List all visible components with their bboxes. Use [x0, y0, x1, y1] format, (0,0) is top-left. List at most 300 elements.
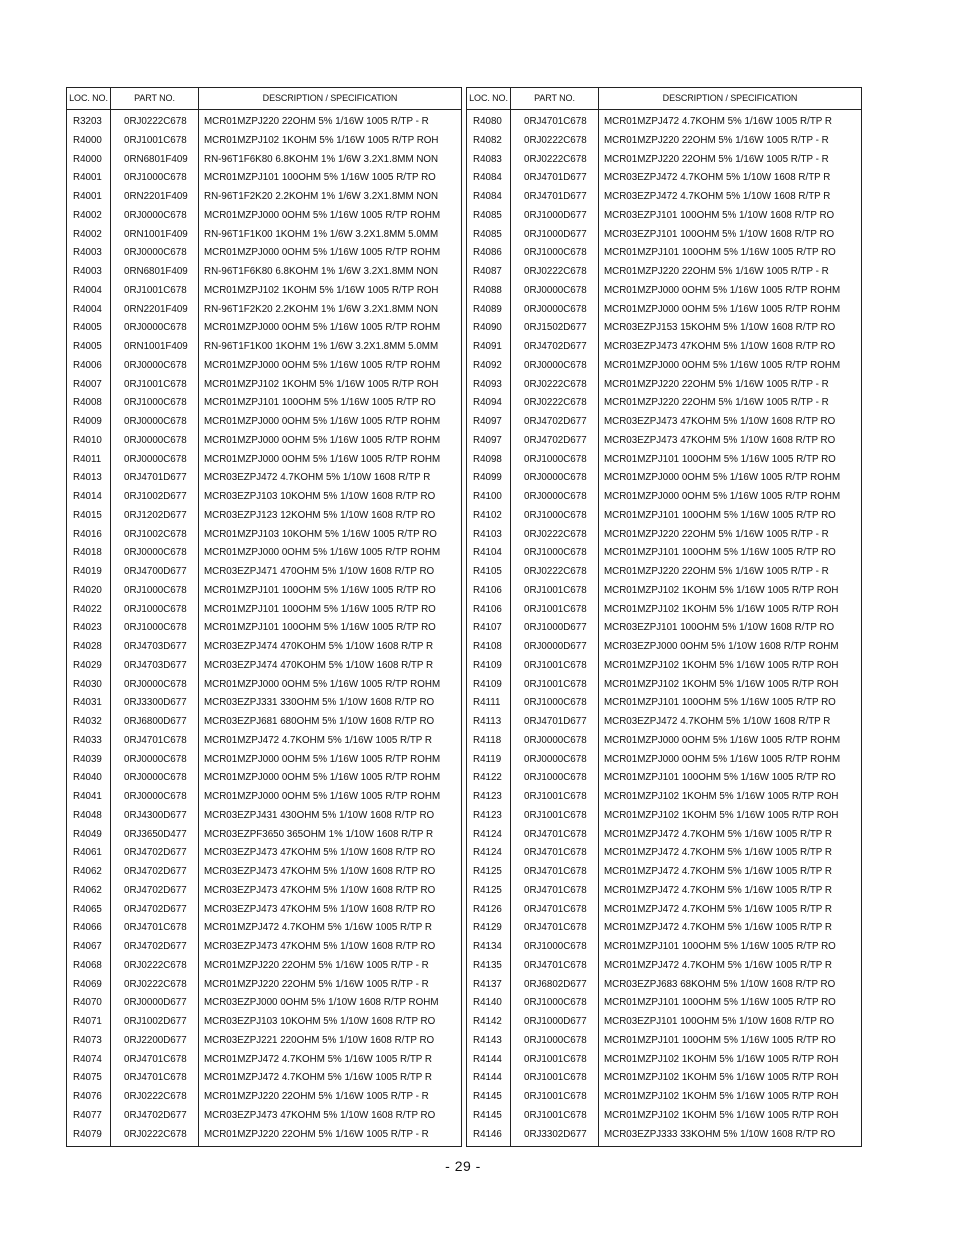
loc-no-cell: R4032: [73, 716, 102, 727]
table-row: [467, 451, 861, 470]
table-row: [467, 132, 861, 151]
description-cell: MCR01MZPJ000 0OHM 5% 1/16W 1005 R/TP ROHM: [204, 772, 441, 784]
part-no-cell: 0RJ0000C678: [124, 416, 187, 427]
description-cell: MCR01MZPJ101 100OHM 5% 1/16W 1005 R/TP RO: [204, 584, 436, 596]
description-cell: MCR01MZPJ101 100OHM 5% 1/16W 1005 R/TP RO: [604, 453, 836, 465]
table-row: [67, 619, 461, 638]
description-cell: MCR01MZPJ472 4.7KOHM 5% 1/16W 1005 R/TP R: [604, 959, 832, 971]
table-row: [467, 732, 861, 751]
part-no-cell: 0RJ1002C678: [124, 528, 187, 540]
loc-no-cell: R4074: [73, 1053, 102, 1065]
loc-no-cell: R4023: [73, 622, 102, 634]
loc-no-cell: R4004: [73, 284, 102, 296]
loc-no-cell: R4001: [73, 191, 102, 202]
loc-no-cell: R4143: [473, 1034, 502, 1046]
loc-no-cell: R4007: [73, 378, 102, 390]
table-row: [467, 976, 861, 995]
table-row: [467, 601, 861, 620]
description-cell: MCR01MZPJ472 4.7KOHM 5% 1/16W 1005 R/TP R: [604, 828, 832, 840]
loc-no-cell: R4002: [73, 209, 102, 221]
table-row: [67, 938, 461, 957]
loc-no-cell: R4000: [73, 153, 102, 165]
description-cell: MCR03EZPJ473 47KOHM 5% 1/10W 1608 R/TP RO: [204, 1109, 436, 1121]
table-row: [67, 263, 461, 282]
description-cell: MCR03EZPJ473 47KOHM 5% 1/10W 1608 R/TP RO: [204, 941, 436, 952]
part-no-cell: 0RJ1001C678: [524, 678, 587, 690]
part-no-cell: 0RJ0000C678: [124, 359, 187, 371]
table-row: [67, 919, 461, 938]
part-no-cell: 0RJ1001C678: [524, 1091, 587, 1102]
loc-no-cell: R4030: [73, 678, 102, 690]
table-row: [67, 638, 461, 657]
part-no-cell: 0RJ4701C678: [524, 959, 587, 971]
part-no-cell: 0RJ1000C678: [524, 697, 587, 709]
loc-no-cell: R4100: [473, 491, 502, 502]
table-row: [67, 844, 461, 863]
parts-table-right: [466, 87, 862, 1147]
loc-no-cell: R4018: [73, 547, 102, 559]
table-row: [67, 769, 461, 788]
description-cell: MCR03EZPJ472 4.7KOHM 5% 1/10W 1608 R/TP R: [604, 191, 831, 202]
part-no-cell: 0RJ1202D677: [124, 509, 187, 521]
description-cell: MCR01MZPJ220 22OHM 5% 1/16W 1005 R/TP - R: [604, 266, 829, 277]
part-no-cell: 0RJ4701C678: [524, 847, 587, 859]
table-row: [467, 826, 861, 845]
table-row: [467, 151, 861, 170]
table-row: [67, 582, 461, 601]
table-row: [67, 732, 461, 751]
description-cell: MCR03EZPJ333 33KOHM 5% 1/10W 1608 R/TP RO: [604, 1128, 836, 1140]
description-cell: MCR03EZPJ473 47KOHM 5% 1/10W 1608 R/TP RO: [204, 903, 436, 915]
part-no-cell: 0RJ0222C678: [124, 1091, 187, 1102]
description-cell: MCR01MZPJ000 0OHM 5% 1/16W 1005 R/TP ROHM: [604, 284, 841, 296]
part-no-cell: 0RJ4702D677: [524, 434, 587, 446]
table-row: [67, 488, 461, 507]
loc-no-cell: R4003: [73, 266, 102, 277]
table-row: [67, 169, 461, 188]
table-row: [67, 188, 461, 207]
description-cell: MCR01MZPJ000 0OHM 5% 1/16W 1005 R/TP ROHM: [604, 734, 841, 746]
description-cell: MCR01MZPJ000 0OHM 5% 1/16W 1005 R/TP ROHM: [204, 547, 441, 559]
part-no-cell: 0RJ6802D677: [524, 978, 587, 990]
part-no-cell: 0RJ0222C678: [124, 978, 187, 990]
loc-no-cell: R4135: [473, 959, 502, 971]
part-no-cell: 0RJ1000C678: [524, 453, 587, 465]
description-cell: MCR01MZPJ101 100OHM 5% 1/16W 1005 R/TP RO: [204, 622, 436, 634]
description-cell: MCR01MZPJ000 0OHM 5% 1/16W 1005 R/TP ROHM: [204, 791, 441, 802]
loc-no-cell: R4077: [73, 1109, 102, 1121]
description-cell: MCR03EZPJ473 47KOHM 5% 1/10W 1608 R/TP RO: [204, 866, 436, 877]
loc-no-cell: R4099: [473, 472, 502, 484]
loc-no-cell: R4014: [73, 491, 102, 502]
loc-no-cell: R4146: [473, 1128, 502, 1140]
table-row: [467, 319, 861, 338]
part-no-cell: 0RJ0000C678: [524, 734, 587, 746]
table-row: [67, 657, 461, 676]
part-no-cell: 0RJ1001C678: [524, 584, 587, 596]
table-body: [467, 113, 861, 1144]
description-cell: MCR01MZPJ101 100OHM 5% 1/16W 1005 R/TP RO: [604, 941, 836, 952]
part-no-cell: 0RJ0000C678: [124, 547, 187, 559]
description-cell: MCR03EZPJ681 680OHM 5% 1/10W 1608 R/TP RO: [204, 716, 435, 727]
description-cell: MCR01MZPJ220 22OHM 5% 1/16W 1005 R/TP - R: [604, 566, 829, 577]
description-cell: RN-96T1F2K20 2.2KOHM 1% 1/6W 3.2X1.8MM NON: [204, 303, 439, 315]
part-no-cell: 0RJ4702D677: [124, 1109, 187, 1121]
part-no-cell: 0RJ0000C678: [124, 209, 187, 221]
part-no-cell: 0RJ1000C678: [524, 941, 587, 952]
description-cell: MCR03EZPJ471 470OHM 5% 1/10W 1608 R/TP RO: [204, 566, 435, 577]
description-cell: MCR01MZPJ000 0OHM 5% 1/16W 1005 R/TP ROHM: [204, 678, 441, 690]
table-row: [67, 357, 461, 376]
part-no-cell: 0RJ1001C678: [124, 284, 187, 296]
description-cell: MCR03EZPJ123 12KOHM 5% 1/10W 1608 R/TP RO: [204, 509, 436, 521]
part-no-cell: 0RJ1001C678: [524, 1109, 587, 1121]
part-no-cell: 0RJ4702D677: [524, 341, 587, 352]
description-cell: RN-96T1F6K80 6.8KOHM 1% 1/6W 3.2X1.8MM NON: [204, 266, 439, 277]
table-row: [467, 1069, 861, 1088]
part-no-cell: 0RJ0000C678: [524, 491, 587, 502]
description-cell: MCR03EZPJ000 0OHM 5% 1/10W 1608 R/TP ROHM: [604, 641, 839, 652]
table-row: [67, 151, 461, 170]
part-no-cell: 0RJ1000C678: [124, 172, 187, 184]
part-no-cell: 0RJ3650D477: [124, 828, 187, 840]
loc-no-cell: R4082: [473, 134, 502, 146]
part-no-cell: 0RJ4701C678: [524, 828, 587, 840]
table-row: [467, 376, 861, 395]
table-row: [67, 1013, 461, 1032]
part-no-cell: 0RJ0000C678: [124, 453, 187, 465]
loc-no-cell: R4062: [73, 866, 102, 877]
loc-no-cell: R4013: [73, 472, 102, 484]
part-no-cell: 0RJ1000C678: [524, 997, 587, 1009]
description-cell: MCR01MZPJ102 1KOHM 5% 1/16W 1005 R/TP ROH: [604, 1091, 839, 1102]
part-no-cell: 0RJ0222C678: [524, 134, 587, 146]
loc-no-cell: R4049: [73, 828, 102, 840]
loc-no-cell: R4104: [473, 547, 502, 559]
description-cell: MCR01MZPJ220 22OHM 5% 1/16W 1005 R/TP - R: [604, 153, 829, 165]
table-body: [67, 113, 461, 1144]
table-row: [467, 563, 861, 582]
table-row: [67, 788, 461, 807]
table-row: [467, 263, 861, 282]
description-cell: MCR03EZPJ472 4.7KOHM 5% 1/10W 1608 R/TP R: [604, 172, 831, 184]
loc-no-cell: R4140: [473, 997, 502, 1009]
description-cell: MCR01MZPJ220 22OHM 5% 1/16W 1005 R/TP - R: [204, 978, 429, 990]
description-cell: MCR01MZPJ220 22OHM 5% 1/16W 1005 R/TP - R: [604, 528, 829, 540]
loc-no-cell: R4019: [73, 566, 102, 577]
part-no-cell: 0RJ1002D677: [124, 1016, 187, 1027]
table-row: [467, 1051, 861, 1070]
loc-no-cell: R4085: [473, 209, 502, 221]
loc-no-cell: R4015: [73, 509, 102, 521]
table-row: [467, 394, 861, 413]
loc-no-cell: R4123: [473, 809, 502, 821]
part-no-cell: 0RJ1000C678: [124, 603, 187, 615]
description-cell: MCR01MZPJ000 0OHM 5% 1/16W 1005 R/TP ROHM: [204, 453, 441, 465]
table-row: [67, 469, 461, 488]
loc-no-cell: R4005: [73, 322, 102, 334]
part-no-cell: 0RJ0000C678: [524, 303, 587, 315]
table-row: [67, 451, 461, 470]
part-no-cell: 0RJ3302D677: [524, 1128, 587, 1140]
loc-no-cell: R4088: [473, 284, 502, 296]
description-cell: MCR01MZPJ101 100OHM 5% 1/16W 1005 R/TP RO: [604, 509, 836, 521]
part-no-cell: 0RJ1001C678: [524, 659, 587, 671]
table-row: [67, 826, 461, 845]
table-row: [67, 207, 461, 226]
table-row: [67, 1088, 461, 1107]
loc-no-cell: R4067: [73, 941, 102, 952]
loc-no-cell: R4071: [73, 1016, 102, 1027]
description-cell: MCR03EZPJ473 47KOHM 5% 1/10W 1608 R/TP RO: [204, 884, 436, 896]
header-description: DESCRIPTION / SPECIFICATION: [262, 93, 398, 103]
loc-no-cell: R4111: [473, 697, 501, 709]
part-no-cell: 0RN2201F409: [124, 191, 188, 202]
description-cell: MCR03EZPJ474 470KOHM 5% 1/10W 1608 R/TP R: [204, 641, 434, 652]
table-row: [467, 919, 861, 938]
part-no-cell: 0RJ1000D677: [524, 209, 587, 221]
loc-no-cell: R4137: [473, 978, 502, 990]
table-row: [467, 188, 861, 207]
part-no-cell: 0RJ0000C678: [124, 791, 187, 802]
part-no-cell: 0RJ1001C678: [524, 809, 587, 821]
description-cell: MCR01MZPJ220 22OHM 5% 1/16W 1005 R/TP - R: [204, 1128, 429, 1140]
description-cell: MCR01MZPJ000 0OHM 5% 1/16W 1005 R/TP ROHM: [204, 434, 441, 446]
loc-no-cell: R4126: [473, 903, 502, 915]
loc-no-cell: R4066: [73, 922, 102, 934]
loc-no-cell: R4076: [73, 1091, 102, 1102]
description-cell: MCR01MZPJ220 22OHM 5% 1/16W 1005 R/TP - R: [604, 378, 829, 390]
loc-no-cell: R4103: [473, 528, 502, 540]
loc-no-cell: R4144: [473, 1053, 502, 1065]
loc-no-cell: R4068: [73, 959, 102, 971]
description-cell: MCR01MZPJ101 100OHM 5% 1/16W 1005 R/TP RO: [604, 247, 836, 259]
part-no-cell: 0RN2201F409: [124, 303, 188, 315]
description-cell: MCR01MZPJ101 100OHM 5% 1/16W 1005 R/TP RO: [604, 547, 836, 559]
loc-no-cell: R4062: [73, 884, 102, 896]
loc-no-cell: R4098: [473, 453, 502, 465]
table-row: [467, 901, 861, 920]
table-row: [67, 1107, 461, 1126]
table-row: [467, 882, 861, 901]
loc-no-cell: R4009: [73, 416, 102, 427]
description-cell: MCR01MZPJ000 0OHM 5% 1/16W 1005 R/TP ROHM: [604, 753, 841, 765]
loc-no-cell: R4144: [473, 1072, 502, 1084]
part-no-cell: 0RJ4702D677: [124, 941, 187, 952]
description-cell: MCR01MZPJ220 22OHM 5% 1/16W 1005 R/TP - R: [604, 134, 829, 146]
loc-no-cell: R4108: [473, 641, 502, 652]
description-cell: MCR01MZPJ472 4.7KOHM 5% 1/16W 1005 R/TP R: [604, 847, 832, 859]
part-no-cell: 0RJ1001C678: [524, 603, 587, 615]
table-row: [467, 544, 861, 563]
loc-no-cell: R4011: [73, 453, 102, 465]
description-cell: MCR01MZPJ472 4.7KOHM 5% 1/16W 1005 R/TP R: [204, 1053, 432, 1065]
part-no-cell: 0RJ0000C678: [524, 753, 587, 765]
table-row: [67, 338, 461, 357]
loc-no-cell: R4129: [473, 922, 502, 934]
part-no-cell: 0RJ4702D677: [124, 866, 187, 877]
table-row: [467, 1088, 861, 1107]
table-row: [67, 526, 461, 545]
table-row: [467, 694, 861, 713]
part-no-cell: 0RJ4703D677: [124, 659, 187, 671]
description-cell: MCR01MZPJ101 100OHM 5% 1/16W 1005 R/TP RO: [204, 397, 436, 409]
part-no-cell: 0RJ3300D677: [124, 697, 187, 709]
description-cell: MCR01MZPJ000 0OHM 5% 1/16W 1005 R/TP ROHM: [204, 359, 441, 371]
part-no-cell: 0RJ1001C678: [124, 378, 187, 390]
table-row: [467, 244, 861, 263]
table-row: [467, 469, 861, 488]
table-row: [67, 507, 461, 526]
description-cell: MCR01MZPJ102 1KOHM 5% 1/16W 1005 R/TP ROH: [204, 134, 439, 146]
table-row: [467, 338, 861, 357]
table-row: [67, 226, 461, 245]
table-row: [467, 863, 861, 882]
loc-no-cell: R4020: [73, 584, 102, 596]
description-cell: MCR01MZPJ472 4.7KOHM 5% 1/16W 1005 R/TP R: [604, 884, 832, 896]
part-no-cell: 0RJ0222C678: [524, 153, 587, 165]
loc-no-cell: R4123: [473, 791, 502, 802]
part-no-cell: 0RJ4701D677: [524, 716, 587, 727]
description-cell: MCR01MZPJ101 100OHM 5% 1/16W 1005 R/TP RO: [204, 603, 436, 615]
loc-no-cell: R3203: [73, 116, 102, 127]
part-no-cell: 0RJ1000D677: [524, 622, 587, 634]
table-row: [67, 132, 461, 151]
description-cell: MCR03EZPJ153 15KOHM 5% 1/10W 1608 R/TP RO: [604, 322, 836, 334]
table-row: [67, 544, 461, 563]
description-cell: MCR03EZPJ103 10KOHM 5% 1/10W 1608 R/TP RO: [204, 491, 436, 502]
part-no-cell: 0RJ0000C678: [524, 472, 587, 484]
part-no-cell: 0RJ4702D677: [124, 884, 187, 896]
loc-no-cell: R4008: [73, 397, 102, 409]
description-cell: MCR01MZPJ102 1KOHM 5% 1/16W 1005 R/TP ROH: [604, 678, 839, 690]
part-no-cell: 0RJ4701C678: [124, 1053, 187, 1065]
loc-no-cell: R4061: [73, 847, 102, 859]
description-cell: MCR03EZPJ221 220OHM 5% 1/10W 1608 R/TP RO: [204, 1034, 435, 1046]
table-row: [467, 1032, 861, 1051]
part-no-cell: 0RJ4701D677: [124, 472, 187, 484]
loc-no-cell: R4010: [73, 434, 102, 446]
part-no-cell: 0RJ4701C678: [524, 866, 587, 877]
loc-no-cell: R4093: [473, 378, 502, 390]
loc-no-cell: R4087: [473, 266, 502, 277]
loc-no-cell: R4091: [473, 341, 502, 352]
part-no-cell: 0RJ1000C678: [524, 772, 587, 784]
part-no-cell: 0RJ1000C678: [524, 247, 587, 259]
loc-no-cell: R4084: [473, 191, 502, 202]
description-cell: MCR03EZPJ474 470KOHM 5% 1/10W 1608 R/TP R: [204, 659, 434, 671]
loc-no-cell: R4040: [73, 772, 102, 784]
loc-no-cell: R4041: [73, 791, 102, 802]
loc-no-cell: R4016: [73, 528, 102, 540]
description-cell: MCR01MZPJ000 0OHM 5% 1/16W 1005 R/TP ROHM: [204, 753, 441, 765]
description-cell: MCR01MZPJ000 0OHM 5% 1/16W 1005 R/TP ROHM: [204, 416, 441, 427]
table-row: [467, 226, 861, 245]
part-no-cell: 0RN6801F409: [124, 153, 188, 165]
loc-no-cell: R4113: [473, 716, 502, 727]
part-no-cell: 0RJ0000C678: [124, 772, 187, 784]
description-cell: MCR03EZPJ431 430OHM 5% 1/10W 1608 R/TP RO: [204, 809, 435, 821]
loc-no-cell: R4003: [73, 247, 102, 259]
table-row: [467, 1013, 861, 1032]
loc-no-cell: R4107: [473, 622, 502, 634]
part-no-cell: 0RJ1000D677: [524, 228, 587, 240]
description-cell: MCR01MZPJ220 22OHM 5% 1/16W 1005 R/TP - R: [204, 1091, 429, 1102]
loc-no-cell: R4105: [473, 566, 502, 577]
part-no-cell: 0RJ0222C678: [124, 1128, 187, 1140]
loc-no-cell: R4109: [473, 678, 502, 690]
parts-table-left: [66, 87, 462, 1147]
loc-no-cell: R4122: [473, 772, 502, 784]
table-row: [467, 1107, 861, 1126]
description-cell: MCR01MZPJ101 100OHM 5% 1/16W 1005 R/TP RO: [604, 1034, 836, 1046]
table-row: [67, 413, 461, 432]
description-cell: MCR01MZPJ220 22OHM 5% 1/16W 1005 R/TP - R: [604, 397, 829, 409]
part-no-cell: 0RJ1001C678: [124, 134, 187, 146]
table-row: [67, 994, 461, 1013]
part-no-cell: 0RJ4300D677: [124, 809, 187, 821]
loc-no-cell: R4022: [73, 603, 102, 615]
loc-no-cell: R4092: [473, 359, 502, 371]
loc-no-cell: R4031: [73, 697, 102, 709]
table-row: [467, 769, 861, 788]
table-row: [67, 751, 461, 770]
description-cell: MCR01MZPJ102 1KOHM 5% 1/16W 1005 R/TP ROH: [604, 809, 839, 821]
description-cell: RN-96T1F1K00 1KOHM 1% 1/6W 3.2X1.8MM 5.0MM: [204, 341, 439, 352]
description-cell: MCR03EZPJ473 47KOHM 5% 1/10W 1608 R/TP RO: [604, 416, 836, 427]
loc-no-cell: R4069: [73, 978, 102, 990]
description-cell: MCR01MZPJ102 1KOHM 5% 1/16W 1005 R/TP ROH: [604, 1053, 839, 1065]
loc-no-cell: R4048: [73, 809, 102, 821]
description-cell: MCR01MZPJ102 1KOHM 5% 1/16W 1005 R/TP ROH: [204, 284, 439, 296]
table-row: [467, 507, 861, 526]
part-no-cell: 0RJ4703D677: [124, 641, 187, 652]
description-cell: MCR01MZPJ102 1KOHM 5% 1/16W 1005 R/TP ROH: [604, 603, 839, 615]
description-cell: MCR01MZPJ000 0OHM 5% 1/16W 1005 R/TP ROHM: [604, 303, 841, 315]
part-no-cell: 0RJ4702D677: [124, 847, 187, 859]
description-cell: MCR01MZPJ472 4.7KOHM 5% 1/16W 1005 R/TP R: [204, 734, 432, 746]
loc-no-cell: R4085: [473, 228, 502, 240]
part-no-cell: 0RJ4701C678: [124, 1072, 187, 1084]
table-row: [67, 394, 461, 413]
part-no-cell: 0RJ4701C678: [524, 884, 587, 896]
part-no-cell: 0RJ4702D677: [124, 903, 187, 915]
table-row: [467, 957, 861, 976]
loc-no-cell: R4002: [73, 228, 102, 240]
part-no-cell: 0RJ4701C678: [524, 116, 587, 127]
description-cell: MCR03EZPJ472 4.7KOHM 5% 1/10W 1608 R/TP R: [204, 472, 431, 484]
part-no-cell: 0RJ0000C678: [124, 678, 187, 690]
part-no-cell: 0RN1001F409: [124, 341, 188, 352]
description-cell: MCR01MZPJ472 4.7KOHM 5% 1/16W 1005 R/TP R: [604, 866, 832, 877]
table-row: [467, 169, 861, 188]
description-cell: MCR01MZPJ103 10KOHM 5% 1/16W 1005 R/TP RO: [204, 528, 437, 540]
table-row: [67, 282, 461, 301]
table-row: [67, 113, 461, 132]
description-cell: MCR01MZPJ000 0OHM 5% 1/16W 1005 R/TP ROHM: [604, 491, 841, 502]
table-row: [67, 1069, 461, 1088]
part-no-cell: 0RJ4701D677: [524, 191, 587, 202]
description-cell: MCR01MZPJ102 1KOHM 5% 1/16W 1005 R/TP ROH: [604, 659, 839, 671]
loc-no-cell: R4097: [473, 416, 502, 427]
table-row: [467, 113, 861, 132]
table-row: [67, 901, 461, 920]
part-no-cell: 0RJ0222C678: [524, 378, 587, 390]
description-cell: MCR01MZPJ000 0OHM 5% 1/16W 1005 R/TP ROHM: [604, 359, 841, 371]
part-no-cell: 0RJ1000C678: [124, 397, 187, 409]
description-cell: RN-96T1F6K80 6.8KOHM 1% 1/6W 3.2X1.8MM NON: [204, 153, 439, 165]
table-row: [67, 432, 461, 451]
